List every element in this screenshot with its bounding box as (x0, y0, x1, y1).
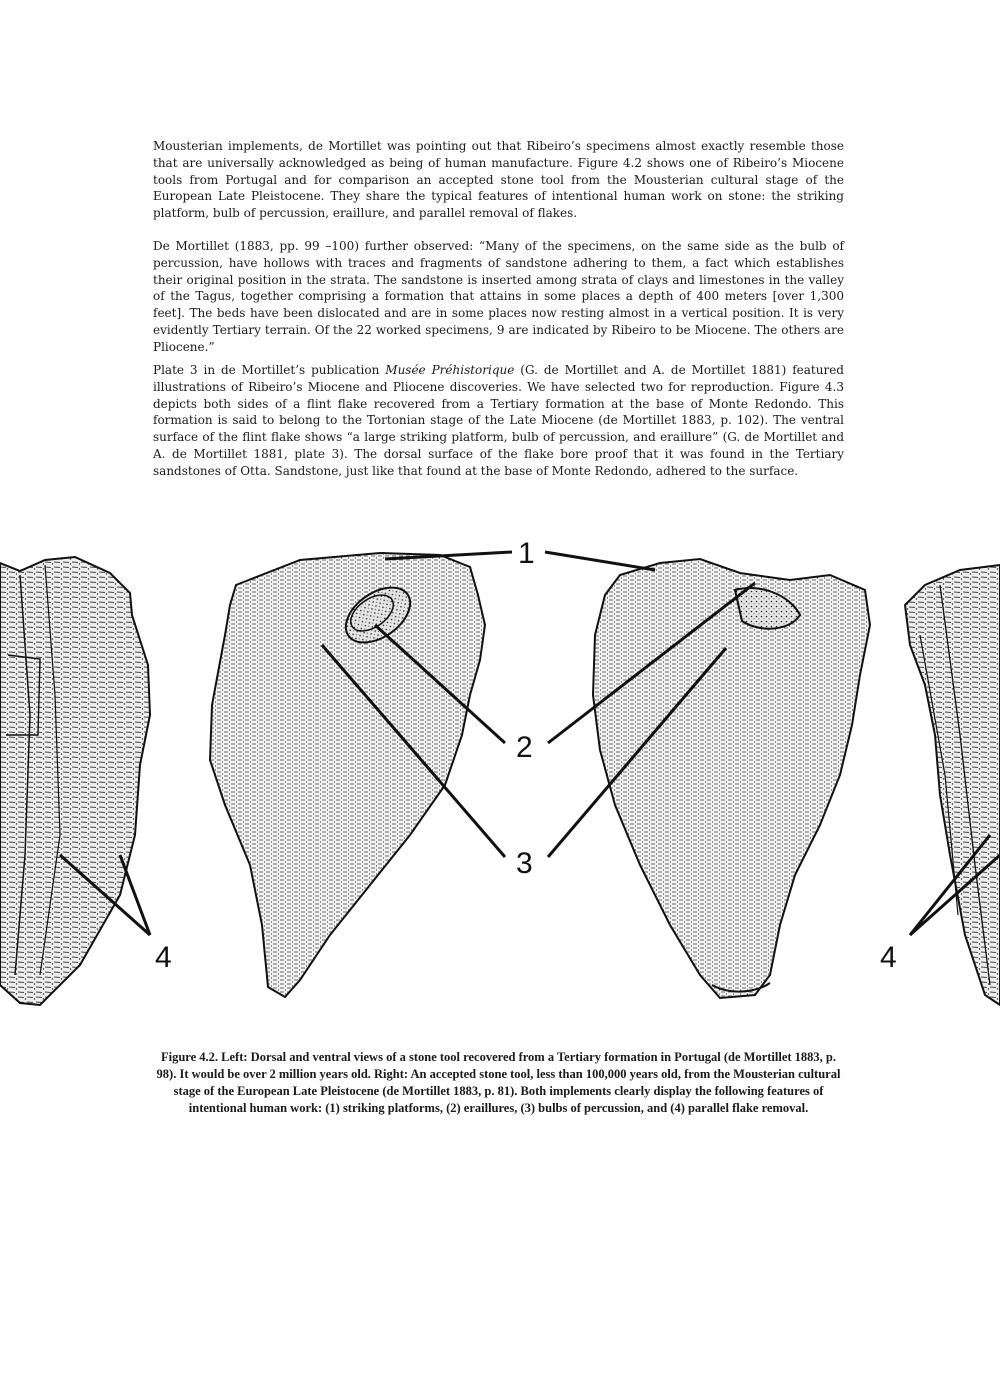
callout-1-striking-platform: 1 (518, 537, 535, 570)
callout-4-left-flake-removal: 4 (155, 941, 172, 974)
paragraph-3-text-start: Plate 3 in de Mortillet’s publication (153, 363, 386, 377)
body-paragraph-2: De Mortillet (1883, pp. 99 –100) further observed: “Many of the specimens, on the same side as the bulb of percussion, have hollows with traces and fragments of sandstone adhering to them, a fact which establishes their original position in the strata. The sandstone is inserted among strata of clays and limestones in the valley of the Tagus, together comprising a formation that attains in some places a depth of 400 meters [over 1,300 feet]. The beds have been dislocated and are in some places now resting almost in a vertical position. It is very evidently Tertiary terrain. Of the 22 worked specimens, 9 are indicated by Ribeiro to be Miocene. The others are Pliocene.” (153, 239, 844, 354)
callout-4-right-flake-removal: 4 (880, 941, 897, 974)
right-tool-dorsal-view (905, 565, 1000, 1005)
callout-2-eraillure: 2 (516, 731, 533, 764)
body-paragraph-1: Mousterian implements, de Mortillet was pointing out that Ribeiro’s specimens almost exactly resemble those that are universally acknowledged as being of human manufacture. Figure 4.2 shows one of Ribeiro’s Miocene tools from Portugal and for comparison an accepted stone tool from the Mousterian cultural stage of the European Late Pleistocene. They share the typical features of intentional human work on stone: the striking platform, bulb of percussion, eraillure, and parallel removal of flakes. (153, 139, 844, 221)
figure-caption: Figure 4.2. Left: Dorsal and ventral views of a stone tool recovered from a Tertiary formation in Portugal (de Mortillet 1883, p. 98). It would be over 2 million years old. Right: An accepted stone tool, less than 100,000 years old, from the Mousterian cultural stage of the European Late Pleistocene (de Mortillet 1883, p. 81). Both implements clearly display the following features of intentional human work: (1) striking platforms, (2) eraillures, (3) bulbs of percussion, and (4) parallel flake removal. (156, 1050, 841, 1115)
paragraph-3-text-end: (G. de Mortillet and A. de Mortillet 1881) featured illustrations of Ribeiro’s Miocene and Pliocene discoveries. We have selected two for reproduction. Figure 4.3 depicts both sides of a flint flake recovered from a Tertiary formation at the base of Monte Redondo. This formation is said to belong to the Tortonian stage of the Late Miocene (de Mortillet 1883, p. 102). The ventral surface of the flint flake shows “a large striking platform, bulb of percussion, and eraillure” (G. de Mortillet and A. de Mortillet 1881, plate 3). The dorsal surface of the flake bore proof that it was found in the Tertiary sandstones of Otta. Sandstone, just like that found at the base of Monte Redondo, adhered to the surface. (153, 363, 844, 478)
left-tool-dorsal-view (0, 557, 150, 1005)
callout-3-bulb-of-percussion: 3 (516, 847, 533, 880)
tertiary-tool-ventral-view (210, 553, 485, 997)
publication-title: Musée Préhistorique (385, 363, 515, 377)
mousterian-tool-ventral-view (593, 559, 870, 998)
body-paragraph-3 (153, 362, 844, 480)
stone-tool-figure (0, 535, 1000, 1015)
